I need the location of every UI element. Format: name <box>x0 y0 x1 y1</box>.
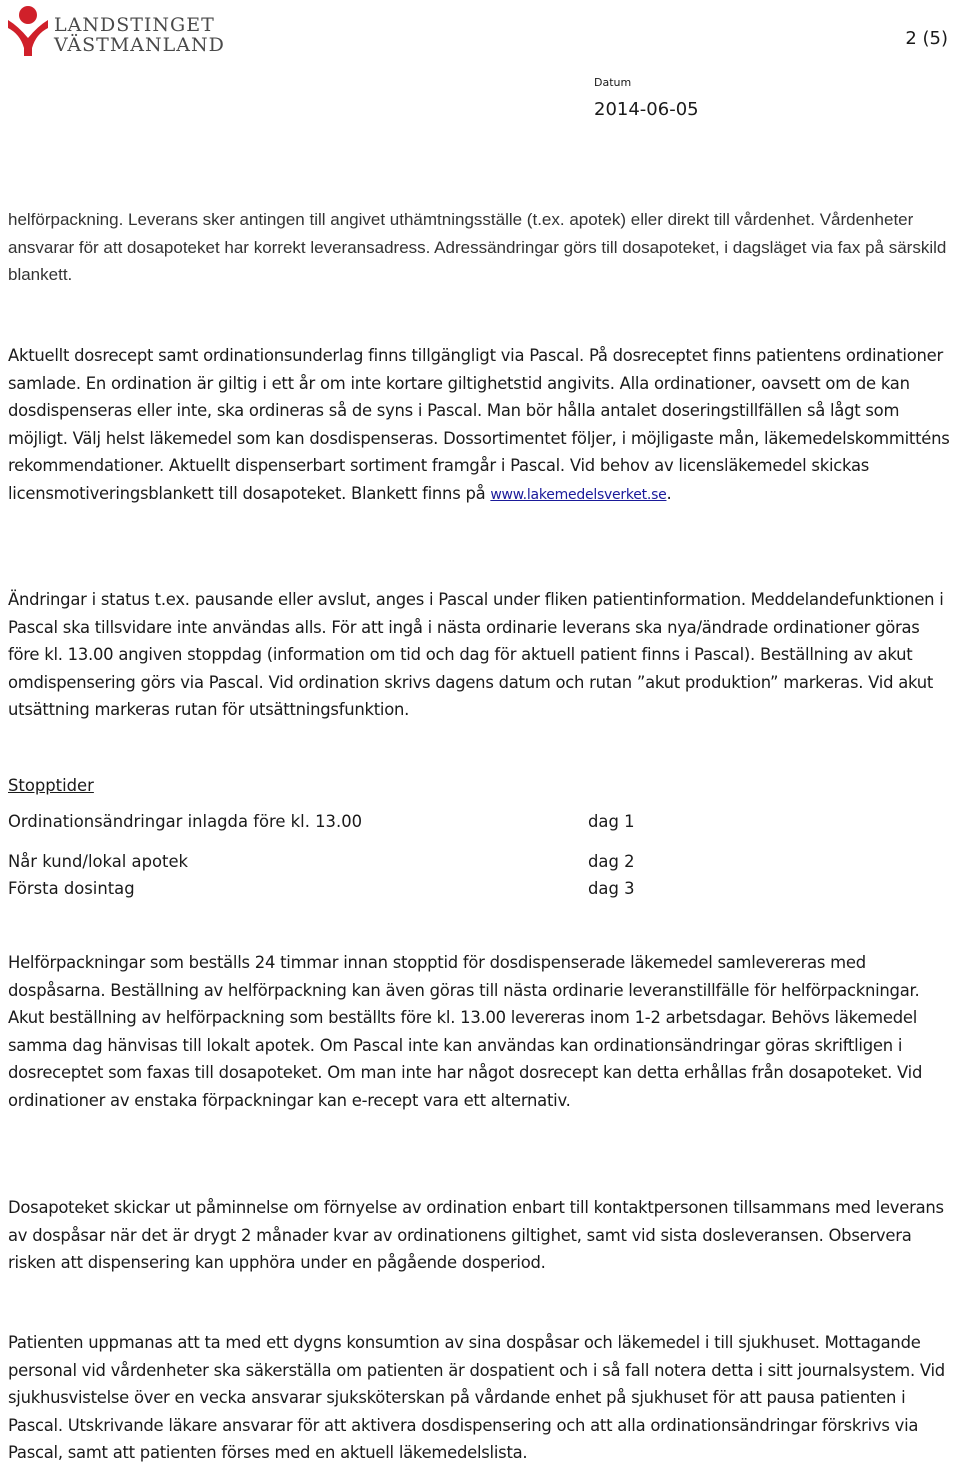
stopptider-row-label: Första dosintag <box>8 879 135 898</box>
landstinget-logo <box>6 4 225 58</box>
stopptider-row-value: dag 3 <box>588 879 635 898</box>
stopptider-title: Stopptider <box>8 776 94 795</box>
stopptider-row-value: dag 1 <box>588 812 635 831</box>
paragraph-dosrecept <box>8 342 954 509</box>
stopptider-row-label: Ordinationsändringar inlagda före kl. 13.00 <box>8 812 363 831</box>
paragraph-helforpackningar: Helförpackningar som beställs 24 timmar innan stopptid för dosdispenserade läkemedel samlevereras med dospåsarna. Beställning av helförpackning kan även göras till nästa ordinarie leveranstillfälle för helförpackningar. Akut beställning av helförpackning som beställts före kl. 13.00 levereras inom 1-2 arbetsdagar. Behövs läkemedel samma dag hänvisas till lokalt apotek. Om Pascal inte kan användas kan ordinationsändringar göras skriftligen i dosreceptet som faxas till dosapoteket. Om man inte har något dosrecept kan detta erhållas från dosapoteket. Vid ordinationer av enstaka förpackningar kan e-recept vara ett alternativ. <box>8 953 923 1110</box>
stopptider-row-value: dag 2 <box>588 852 635 871</box>
paragraph-status-changes: Ändringar i status t.ex. pausande eller avslut, anges i Pascal under fliken patientinformation. Meddelandefunktionen i Pascal ska tillsvidare inte användas alls. För att ingå i nästa ordinarie leverans ska nya/ändrade ordinationer göras före kl. 13.00 angiven stoppdag (information om tid och dag för aktuell patient finns i Pascal). Beställning av akut omdispensering görs via Pascal. Vid ordination skrivs dagens datum och rutan ”akut produktion” markeras. Vid akut utsättning markeras rutan för utsättningsfunktion. <box>8 590 944 719</box>
logo-text-line1: LANDSTINGET <box>54 14 215 36</box>
paragraph-dosrecept-text: Aktuellt dosrecept samt ordinationsunderlag finns tillgängligt via Pascal. På dosreceptet finns patientens ordinationer samlade. En ordination är giltig i ett år om inte kortare giltighetstid angivits. Alla ordinationer, oavsett om de kan dosdispenseras eller inte, ska ordineras så de syns i Pascal. Man bör hålla antalet doseringstillfällen så lågt som möjligt. Välj helst läkemedel som kan dosdispenseras. Dossortimentet följer, i möjligaste mån, läkemedelskommitténs rekommendationer. Aktuellt dispenserbart sortiment framgår i Pascal. Vid behov av licensläkemedel skickas licensmotiveringsblankett till dosapoteket. Blankett finns på <box>8 346 950 503</box>
paragraph-sjukhus: Patienten uppmanas att ta med ett dygns konsumtion av sina dospåsar och läkemedel i till sjukhuset. Mottagande personal vid vårdenheter ska säkerställa om patienten är dospatient och i så fall notera detta i sitt journalsystem. Vid sjukhusvistelse över en vecka ansvarar sjuksköterskan på vårdande enhet på sjukhuset för att pausa patienten i Pascal. Utskrivande läkare ansvarar för att aktivera dosdispensering och att alla ordinationsändringar förskrivs via Pascal, samt att patienten förses med en aktuell läkemedelslista. <box>8 1333 945 1462</box>
paragraph-dosrecept-end: . <box>666 483 672 503</box>
paragraph-paminnelse: Dosapoteket skickar ut påminnelse om förnyelse av ordination enbart till kontaktpersonen tillsammans med leverans av dospåsar när det är drygt 2 månader kvar av ordinationens giltighet, samt vid sista dosleveransen. Observera risken att dispensering kan upphöra under en pågående dosperiod. <box>8 1198 944 1272</box>
date-label: Datum <box>594 76 632 89</box>
logo-text-line2: VÄSTMANLAND <box>54 34 225 56</box>
logo-emblem-icon <box>6 4 50 58</box>
stopptider-row-label: Når kund/lokal apotek <box>8 852 189 871</box>
paragraph-delivery: helförpackning. Leverans sker antingen till angivet uthämtningsställe (t.ex. apotek) eller direkt till vårdenhet. Vårdenheter ansvarar för att dosapoteket har korrekt leveransadress. Adressändringar görs till dosapoteket, i dagsläget via fax på särskild blankett. <box>8 210 947 284</box>
date-value: 2014-06-05 <box>594 99 699 120</box>
lakemedelsverket-link[interactable]: www.lakemedelsverket.se <box>490 486 667 503</box>
page-number: 2 (5) <box>905 28 948 49</box>
